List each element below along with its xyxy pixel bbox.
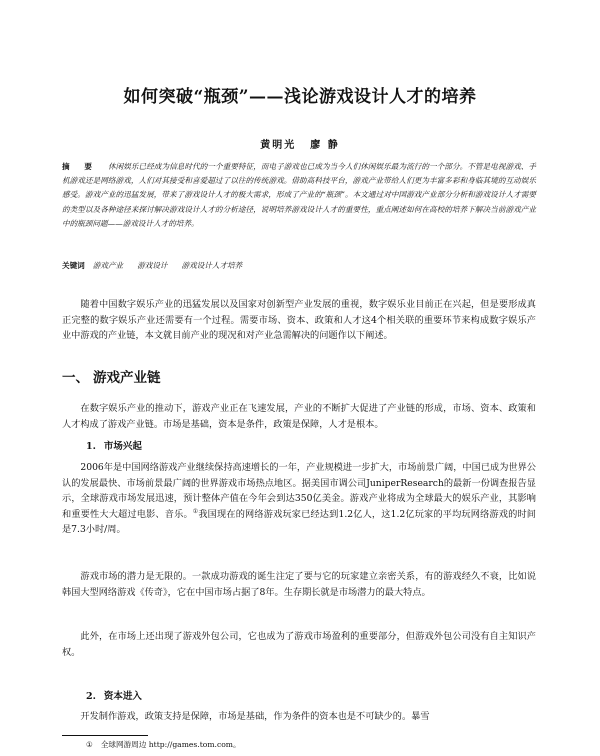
footnote-text: 全球网游周边 http://games.tom.com。 [100,740,241,749]
footnote-divider [62,735,148,736]
abstract-text: 休闲娱乐已经成为信息时代的一个重要特征，而电子游戏也已成为当今人们休闲娱乐最为流行的一个部分。不管是电视游戏、手机游戏还是网络游戏，人们对其接受和喜爱超过了以往的传统游戏。借助高科技平台，游戏产业带给人们更为丰富多彩和身临其境的互动娱乐感受。游戏产业的迅猛发展，带来了游戏设计人才的极大需求，形成了产业的“瓶颈”。本文通过对中国游戏产业部分分析和游戏设计人才需要的类型以及各种途径来探讨解决游戏设计人才的分析途径，说明培养游戏设计人才的重要性，重点阐述如何在高校的培养下解决当前游戏产业中的瓶颈问题——游戏设计人才的培养。 [62,162,536,228]
section-title: 游戏产业链 [93,370,161,386]
subsection-number: 1. [86,441,96,452]
section-heading [62,366,161,386]
market-paragraph-tail: 我国现在的网络游戏玩家已经达到1.2亿人，这1.2亿玩家的平均玩网络游戏的时间是7.3小时/周。 [62,508,536,536]
subsection-heading [86,688,142,702]
keywords-label: 关键词 [62,261,85,270]
author-name: 廖 静 [310,140,340,151]
author-line [0,136,600,151]
abstract-label: 摘 要 [62,162,98,171]
author-name: 黄明光 [260,140,297,151]
section-number: 一、 [62,370,89,386]
keyword: 游戏设计 [137,261,168,270]
section-paragraph: 在数字娱乐产业的推动下，游戏产业正在飞速发展，产业的不断扩大促进了产业链的形成，市场、资本、政策和人才构成了游戏产业链。市场是基础，资本是条件，政策是保障，人才是根本。 [62,403,536,430]
footnote-reference[interactable]: ① [192,507,199,515]
footnote [86,739,241,750]
abstract [62,160,536,231]
capital-paragraph: 开发制作游戏，政策支持是保障，市场是基础，作为条件的资本也是不可缺少的。暴雪 [80,711,430,722]
subsection-title: 市场兴起 [103,441,142,452]
subsection-number: 2. [86,691,96,702]
keyword: 游戏设计人才培养 [181,261,243,270]
outsourcing-paragraph: 此外，在市场上还出现了游戏外包公司，它也成为了游戏市场盈利的重要部分，但游戏外包公司没有自主知识产权。 [62,631,536,658]
paper-title: 如何突破“瓶颈”——浅论游戏设计人才的培养 [123,87,477,107]
market-paragraph-text: 2006年是中国网络游戏产业继续保持高速增长的一年，产业规模进一步扩大，市场前景广阔，中国已成为世界公认的发展最快、市场前景最广阔的世界游戏市场热点地区。据美国市调公司JuniperResearch的最新一份调查报告显示，全球游戏市场发展迅速，预计整体产值在今年会到达350亿美金。游戏产业将成为全球最大的娱乐产业，其影响和重要性大大超过电影、音乐。 [62,462,536,520]
subsection-heading [86,438,142,452]
market-paragraph [62,460,536,538]
keyword: 游戏产业 [92,261,124,270]
subsection-title: 资本进入 [103,691,142,702]
footnote-mark: ① [86,740,93,749]
market-potential-paragraph: 游戏市场的潜力是无限的。一款成功游戏的诞生注定了要与它的玩家建立亲密关系，有的游戏经久不衰，比如说韩国大型网络游戏《传奇》，它在中国市场占据了8年。生存期长就是市场潜力的最大特点。 [62,571,536,598]
keywords [62,259,536,273]
intro-paragraph: 随着中国数字娱乐产业的迅猛发展以及国家对创新型产业发展的重视，数字娱乐业目前正在兴起，但是要形成真正完整的数字娱乐产业还需要有一个过程。需要市场、资本、政策和人才这4个相关联的重要环节来构成数字娱乐产业中游戏的产业链，本文就目前产业的现况和对产业急需解决的问题作以下阐述。 [62,299,536,342]
